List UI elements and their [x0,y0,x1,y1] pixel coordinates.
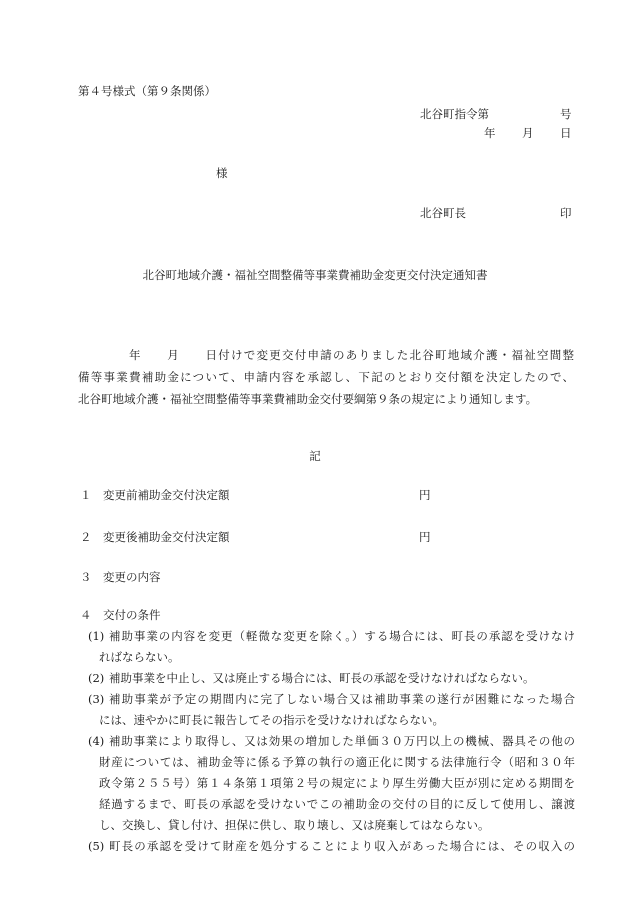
condition-3 [88,689,575,710]
condition-number: (3) [88,692,105,706]
condition-line: 経過するまで、町長の承認を受けないでこの補助金の交付の目的に反して使用し、譲渡 [99,797,575,811]
condition-3-cont [88,710,575,731]
body-paragraph [78,344,574,410]
document-number-prefix: 北谷町指令第 [420,107,489,121]
condition-1 [88,626,575,647]
item-2-label: 変更後補助金交付決定額 [103,530,230,544]
item-2-unit: 円 [419,530,431,544]
item-2-number: ２ [80,530,92,544]
condition-4-cont [88,752,575,773]
condition-line: 政令第２５５号）第１４条第１項第２号の規定により厚生労働大臣が別に定める期間を [99,776,575,790]
item-4-number: ４ [80,608,92,622]
date-year-label: 年 [484,126,496,140]
document-number-suffix: 号 [560,107,572,121]
condition-line: ればならない。 [99,650,180,664]
issuer-title: 北谷町長 [420,206,466,220]
date-day-label: 日 [560,126,572,140]
condition-line: 補助事業により取得し、又は効果の増加した単価３０万円以上の機械、器具その他の [109,734,575,748]
condition-line: 補助事業が予定の期間内に完了しない場合又は補助事業の遂行が困難になった場合 [109,692,575,706]
condition-4-cont [88,815,575,836]
ki-heading: 記 [309,449,321,463]
conditions-list [88,626,575,857]
date-month-label: 月 [522,126,534,140]
condition-line: 補助事業を中止し、又は廃止する場合には、町長の承認を受けなければならない。 [109,671,535,685]
condition-4 [88,731,575,752]
condition-line: し、交換し、貸し付け、担保に供し、取り壊し、又は廃棄してはならない。 [99,818,490,832]
condition-number: (1) [88,629,105,643]
condition-line: には、速やかに町長に報告してその指示を受けなければならない。 [99,713,444,727]
item-3-label: 変更の内容 [103,570,161,584]
condition-line: 町長の承認を受けて財産を処分することにより収入があった場合には、その収入の [109,839,575,853]
item-1-number: １ [80,488,92,502]
body-line: 年 月 日付けで変更交付申請のありました北谷町地域介護・福祉空間整 [78,348,574,362]
seal-mark: 印 [560,206,572,220]
document-title: 北谷町地域介護・福祉空間整備等事業費補助金変更交付決定通知書 [142,268,488,282]
condition-line: 補助事業の内容を変更（軽微な変更を除く。）する場合には、町長の承認を受けなけ [109,629,575,643]
condition-number: (2) [88,671,105,685]
condition-4-cont [88,773,575,794]
condition-line: 財産については、補助金等に係る予算の執行の適正化に関する法律施行令（昭和３０年 [99,755,575,769]
form-number: 第４号様式（第９条関係） [78,84,216,98]
condition-5 [88,836,575,857]
item-4-label: 交付の条件 [103,608,161,622]
condition-number: (5) [88,839,105,853]
item-1-unit: 円 [419,488,431,502]
condition-4-cont [88,794,575,815]
body-line: 北谷町地域介護・福祉空間整備等事業費補助金交付要綱第９条の規定により通知します。 [78,392,538,406]
condition-2 [88,668,575,689]
condition-1-cont [88,647,575,668]
body-line: 備等事業費補助金について、申請内容を承認し、下記のとおり交付額を決定したので、 [78,370,574,384]
condition-number: (4) [88,734,105,748]
item-3-number: ３ [80,570,92,584]
item-1-label: 変更前補助金交付決定額 [103,488,230,502]
addressee-honorific: 様 [216,166,228,180]
